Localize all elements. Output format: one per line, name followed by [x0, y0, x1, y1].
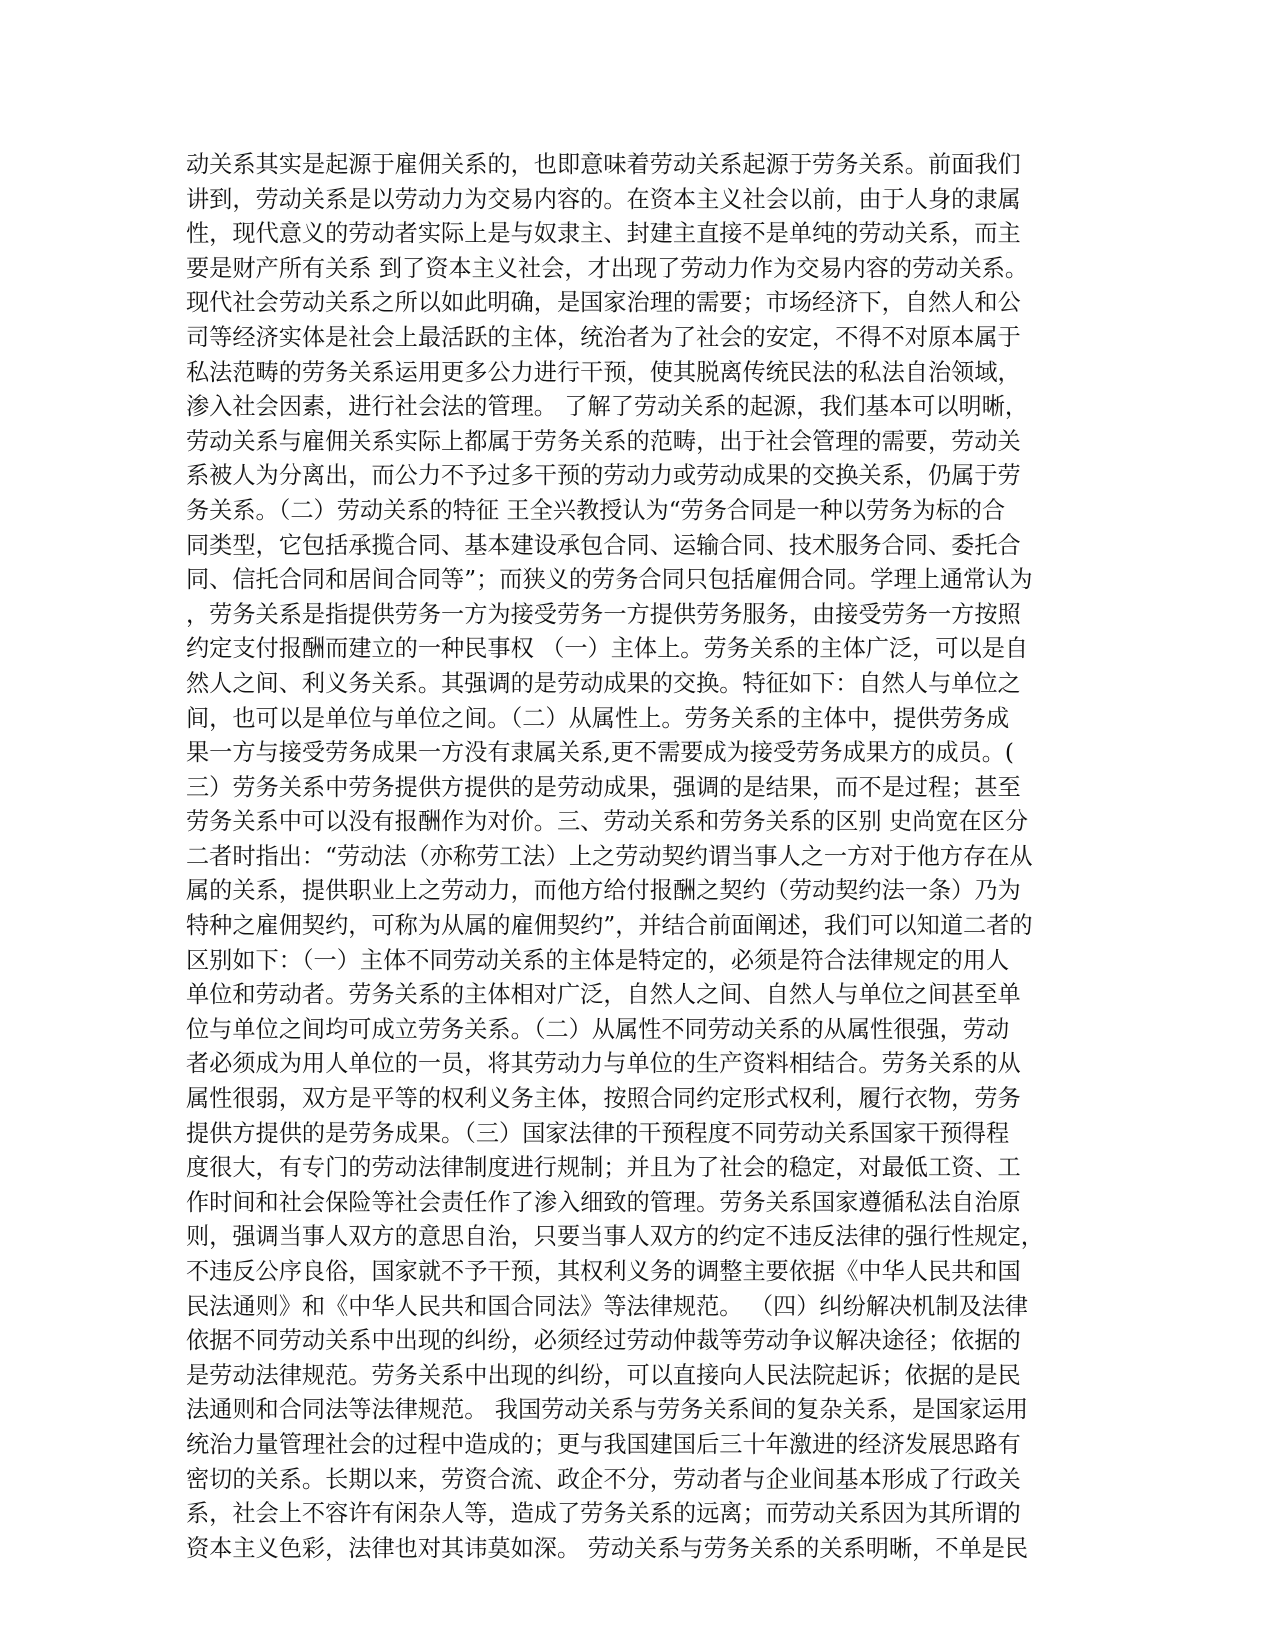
text-line: 民法通则》和《中华人民共和国合同法》等法律规范。 （四）纠纷解决机制及法律	[186, 1292, 1029, 1320]
text-line: 司等经济实体是社会上最活跃的主体，统治者为了社会的安定，不得不对原本属于	[186, 323, 1021, 351]
text-line: 劳务关系中可以没有报酬作为对价。三、劳动关系和劳务关系的区别 史尚宽在区分	[186, 808, 1029, 836]
text-line: 特种之雇佣契约，可称为从属的雇佣契约”，并结合前面阐述，我们可以知道二者的	[186, 912, 1033, 940]
text-line: 现代社会劳动关系之所以如此明确，是国家治理的需要；市场经济下，自然人和公	[186, 289, 1021, 317]
text-line: 同类型，它包括承揽合同、基本建设承包合同、运输合同、技术服务合同、委托合	[186, 531, 1021, 559]
text-line: 位与单位之间均可成立劳务关系。（二）从属性不同劳动关系的从属性很强，劳动	[186, 1015, 1010, 1043]
text-line: 性，现代意义的劳动者实际上是与奴隶主、封建主直接不是单纯的劳动关系，而主	[186, 220, 1021, 248]
text-line: 统治力量管理社会的过程中造成的；更与我国建国后三十年激进的经济发展思路有	[186, 1430, 1021, 1458]
text-line: 同、信托合同和居间合同等”；而狭义的劳务合同只包括雇佣合同。学理上通常认为	[186, 566, 1033, 594]
text-line: 系被人为分离出，而公力不予过多干预的劳动力或劳动成果的交换关系，仍属于劳	[186, 462, 1021, 490]
body-text	[186, 148, 1090, 1566]
text-line: 渗入社会因素，进行社会法的管理。 了解了劳动关系的起源，我们基本可以明晰，	[186, 393, 1029, 421]
text-line: 私法范畴的劳务关系运用更多公力进行干预，使其脱离传统民法的私法自治领域，	[186, 358, 1021, 386]
text-line: 依据不同劳动关系中出现的纠纷，必须经过劳动仲裁等劳动争议解决途径；依据的	[186, 1327, 1021, 1355]
text-line: 三）劳务关系中劳务提供方提供的是劳动成果，强调的是结果，而不是过程；甚至	[186, 773, 1021, 801]
text-line: 度很大，有专门的劳动法律制度进行规制；并且为了社会的稳定，对最低工资、工	[186, 1154, 1021, 1182]
text-line: 系，社会上不容许有闲杂人等，造成了劳务关系的远离；而劳动关系因为其所谓的	[186, 1500, 1021, 1528]
text-line: 是劳动法律规范。劳务关系中出现的纠纷，可以直接向人民法院起诉；依据的是民	[186, 1361, 1021, 1389]
text-line: 动关系其实是起源于雇佣关系的，也即意味着劳动关系起源于劳务关系。前面我们	[186, 151, 1021, 178]
text-line: 然人之间、利义务关系。其强调的是劳动成果的交换。特征如下：自然人与单位之	[186, 669, 1021, 697]
text-line: 约定支付报酬而建立的一种民事权 （一）主体上。劳务关系的主体广泛，可以是自	[186, 635, 1029, 663]
text-line: 者必须成为用人单位的一员，将其劳动力与单位的生产资料相结合。劳务关系的从	[186, 1050, 1021, 1078]
text-line: 要是财产所有关系 到了资本主义社会，才出现了劳动力作为交易内容的劳动关系。	[186, 254, 1029, 282]
text-line: 务关系。（二）劳动关系的特征 王全兴教授认为“劳务合同是一种以劳务为标的合	[186, 496, 1006, 524]
text-line: 单位和劳动者。劳务关系的主体相对广泛，自然人之间、自然人与单位之间甚至单	[186, 981, 1021, 1009]
text-line: 间，也可以是单位与单位之间。（二）从属性上。劳务关系的主体中，提供劳务成	[186, 704, 1010, 732]
text-line: 不违反公序良俗，国家就不予干预，其权利义务的调整主要依据《中华人民共和国	[186, 1258, 1021, 1285]
text-line: 则，强调当事人双方的意思自治，只要当事人双方的约定不违反法律的强行性规定，	[186, 1223, 1044, 1251]
text-line: 劳动关系与雇佣关系实际上都属于劳务关系的范畴，出于社会管理的需要，劳动关	[186, 427, 1021, 455]
text-line: 属性很弱，双方是平等的权利义务主体，按照合同约定形式权利，履行衣物，劳务	[186, 1085, 1021, 1113]
text-line: 资本主义色彩，法律也对其讳莫如深。 劳动关系与劳务关系的关系明晰，不单是民	[186, 1534, 1029, 1562]
text-line: ，劳务关系是指提供劳务一方为接受劳务一方提供劳务服务，由接受劳务一方按照	[186, 600, 1021, 628]
text-line: 密切的关系。长期以来，劳资合流、政企不分，劳动者与企业间基本形成了行政关	[186, 1465, 1021, 1493]
text-line: 讲到，劳动关系是以劳动力为交易内容的。在资本主义社会以前，由于人身的隶属	[186, 185, 1021, 213]
text-line: 提供方提供的是劳务成果。（三）国家法律的干预程度不同劳动关系国家干预得程	[186, 1119, 1010, 1147]
text-line: 二者时指出：“劳动法（亦称劳工法）上之劳动契约谓当事人之一方对于他方存在从	[186, 842, 1033, 870]
text-line: 果一方与接受劳务成果一方没有隶属关系,更不需要成为接受劳务成果方的成员。(	[186, 739, 1014, 767]
text-line: 法通则和合同法等法律规范。 我国劳动关系与劳务关系间的复杂关系，是国家运用	[186, 1396, 1029, 1424]
text-line: 区别如下：（一）主体不同劳动关系的主体是特定的，必须是符合法律规定的用人	[186, 946, 1010, 974]
text-line: 作时间和社会保险等社会责任作了渗入细致的管理。劳务关系国家遵循私法自治原	[186, 1188, 1021, 1216]
text-line: 属的关系，提供职业上之劳动力，而他方给付报酬之契约（劳动契约法一条）乃为	[186, 877, 1021, 905]
